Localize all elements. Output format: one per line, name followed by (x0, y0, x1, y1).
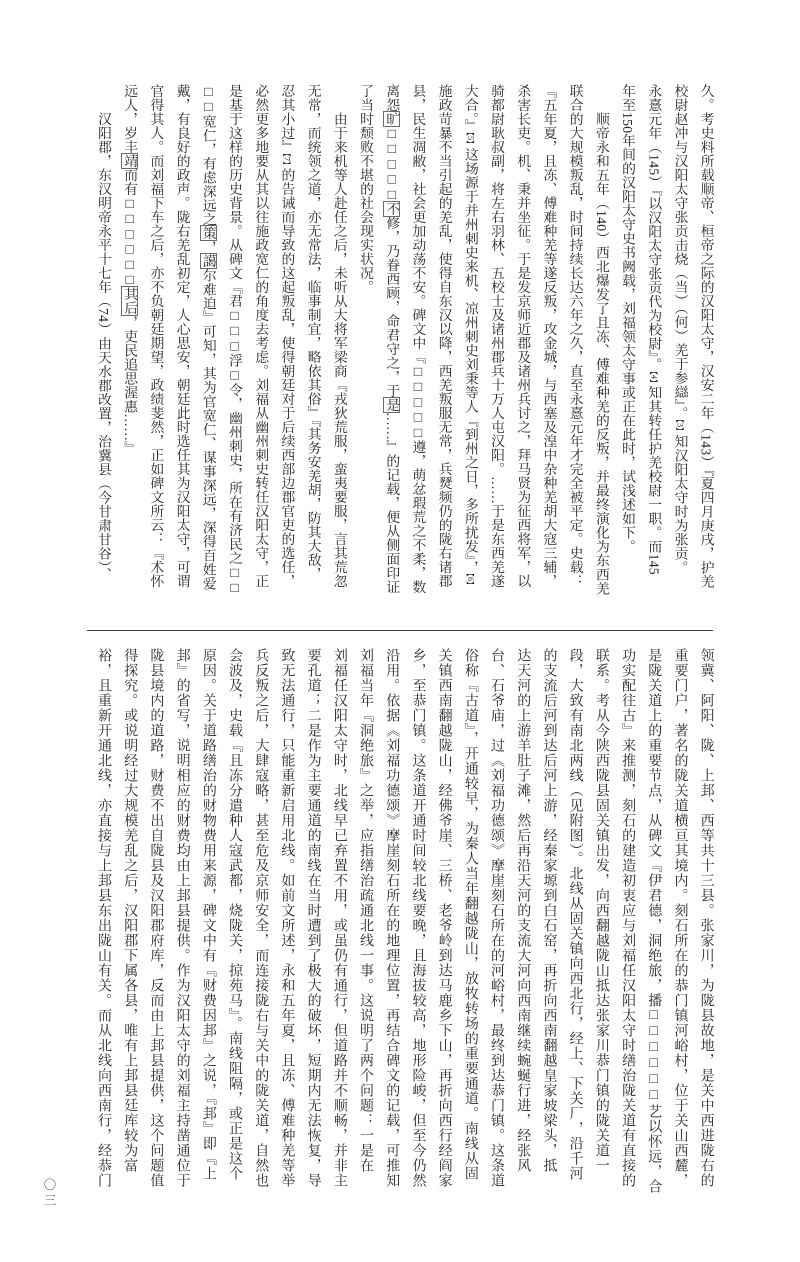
text-column: 达天河的上游羊肚子滩，然后再沿天河的支流大河向西南继续蜿蜒行进，经张风 (515, 648, 531, 1173)
text-column: 重要门户，著名的陇关道横亘其境内。刻石所在的恭门镇河峪村，位于关山西麓， (672, 648, 688, 1188)
text-column: 忍其小过』【7】的告诫而导致的这起叛乱，使得朝廷对于后续西部边郡官吏的选任， (279, 84, 295, 588)
text-column: 兵反叛之后，大肆寇略，甚至危及京师安全，而连接陇右与关中的陇关道，自然也 (253, 648, 269, 1188)
text-column: 原因。关于道路缮治的财物费用来源，碑文中有『财费因邽』之说，『邽』即『上 (200, 648, 216, 1181)
text-column: 关镇西南翻越陇山，经佛爷崖、三桥、老爷岭到达马鹿乡下山，再折向西行经阎家 (436, 648, 452, 1188)
text-column: 『五年夏，且冻、傅难种羌等遂反叛，攻金城，与西塞及湟中杂种羌胡大寇三辅， (541, 84, 557, 588)
text-column: 陇县境内的道路，财费不出自陇县及汉阳郡府库，反而由上邽县提供，这个问题值 (148, 648, 164, 1188)
text-column: 乡，至恭门镇。这条道开通时间较北线要晚，且海拔较高，地形险峻，但至今仍然 (410, 648, 426, 1188)
text-column: 刘福任汉阳太守时，北线早已弃置不用，或虽仍有通行，但道路并不顺畅，并非主 (331, 648, 347, 1188)
text-column: 刘福当年『洞绝旅』之举，应指缮治疏通北线一事。这说明了两个问题：一是在 (358, 648, 374, 1173)
text-column: 沿用。依据《刘福功德颂》摩崖刻石所在的地理位置，再结合碑文的记载，可推知 (384, 648, 400, 1188)
footnote-marker: 【6】 (465, 573, 475, 590)
text-column: 台、石爷庙，过《刘福功德颂》摩崖刻石所在的河峪村，最终到达恭门镇。这条道 (489, 648, 505, 1188)
uncertain-character: 旷 (384, 112, 400, 126)
text-column: 邽』的省写，说明相应的财费均由上邽县提供。作为汉阳太守的刘福主持凿通位于 (174, 648, 190, 1188)
upper-text-block (95, 84, 713, 624)
text-column: 裕，且重新开通北线，亦直接与上邽县东出陇山有关。而从北线向西南行，经恭门 (96, 648, 111, 1188)
text-column: 官得其人。而刘福下车之后，亦不负朝廷期望，政绩斐然，正如碑文所云：『术怀 (148, 84, 164, 588)
text-column: 年至150年间的汉阳太守史书阙载，刘福领太守事或正在此时，试浅述如下。 (620, 84, 636, 554)
uncertain-character: 譪 (200, 254, 216, 269)
text-column: 杀害长吏。机、秉并坐征。于是发京师近郡及诸州兵讨之，拜马贤为征西将军，以 (515, 84, 531, 588)
uncertain-character: 策 (200, 226, 216, 241)
footnote-marker: 【4】 (649, 370, 659, 387)
text-column: 俗称『古道』，开通较早，为秦人当年翻越陇山，放牧转场的重要通道。南线从固 (462, 648, 478, 1181)
uncertain-character: 靖 (122, 154, 138, 168)
text-column: 校尉赵冲与汉阳太守张贡击烧（当）（何）羌于参䜌』。【3】知汉阳太守时为张贡。 (672, 84, 688, 575)
text-column: 必然更多地要从其以往施政宽仁的角度去考虑。刘福从幽州刺史转任汉阳太守，正 (253, 84, 269, 588)
text-column: 由于来机等人赴任之后，未听从大将军梁商『戎狄荒服，蛮夷要服，言其荒忽 (331, 84, 347, 588)
text-column: 施政苛暴不当引起的羌乱，使得自东汉以降，西羌叛服无常，兵燹频仍的陇右诸郡 (436, 84, 452, 588)
text-column: 无常，而统领之道，亦无常法，临事制宜，略依其俗』『其务安羌胡，防其大敌， (305, 84, 321, 582)
text-column: 永憙元年（145）『以汉阳太守张贡代为校尉』。【4】知其转任护羌校尉一职。而145 (646, 84, 662, 575)
footnote-marker: 【3】 (675, 419, 685, 436)
text-column: 县，民生凋敝，社会更加动荡不安。碑文中『□□□□□遵，萌忿瑕荒之不柔，数 (410, 84, 426, 594)
text-column: 汉阳郡，东汉明帝永平十七年（74）由天水郡改置，治冀县（今甘肃甘谷）、 (96, 84, 111, 582)
text-column: 段，大致有南北两线（见附图）。北线从固关镇向西北行，经上、下关厂，沿千河 (567, 648, 583, 1181)
uncertain-character: 其后 (122, 287, 138, 316)
footnote-marker: 【5】 (465, 132, 475, 149)
text-column: 的支流后河到达后河上游，经秦家塬到白石窑，再折向西南翻越皇家坡梁头，抵 (541, 648, 557, 1173)
text-column: 离怨旷□□□□□不修，乃眷西顾，命君守之，于是……』的记载，便从侧面印证 (384, 84, 400, 594)
uncertain-character: 不 (384, 202, 400, 216)
text-column: 会波及，史载『且冻分遣种人寇武都，烧陇关，掠苑马』。南线阻隔，或正是这个 (227, 648, 243, 1181)
text-column: 是基于这样的历史背景。从碑文『君□□□浮□令，幽州刺史，所在有济民之□□ (227, 84, 243, 596)
text-column: 是陇关道上的重要节点，从碑文『伊君德，洞绝旅，播□□□□□□艺以怀远，合 (646, 648, 662, 1194)
section-divider (87, 630, 713, 631)
text-column: 联系。考从今陕西陇县固关镇出发，向西翻越陇山抵达张家川恭门镇的陇关道一 (593, 648, 609, 1173)
text-column: 致无法通行，只能重新启用北线。如前文所述，永和五年夏，且冻、傅难种羌等举 (279, 648, 295, 1188)
footnote-marker: 【7】 (282, 153, 292, 169)
text-column: 远人，岁丰靖而有□□□□□□其后，吏民追思渥惠……』 (122, 84, 138, 456)
text-column: 戴，有良好的政声。陇右羌乱初定，人心思安，朝廷此时选任其为汉阳太守，可谓 (174, 84, 190, 588)
text-column: 联合的大规模叛乱，时间持续长达六年之久，直至永憙元年才完全被平定。史载： (567, 84, 583, 588)
text-column: 大合。』【5】这场源于并州刺史来机、凉州刺史刘秉等人『到州之日，多所扰发』，【6】 (462, 84, 478, 590)
lower-text-block (95, 648, 713, 1206)
uncertain-character: 是 (384, 398, 400, 412)
text-column: 顺帝永和五年（140）西北爆发了且冻、傅难种羌的反叛，并最终演化为东西羌 (593, 84, 609, 596)
text-column: 功实配往古』来推测，刻石的建造初衷应与刘福任汉阳太守时缮治陇关道有直接的 (620, 648, 636, 1188)
text-column: 得探究。或说明经过大规模羌乱之后，汉阳郡下属各县，唯有上邽县廷库较为富 (122, 648, 138, 1173)
page-number: 〇三 (42, 1178, 56, 1209)
text-column: 要孔道；二是作为主要通道的南线在当时遭到了极大的破坏，短期内无法恢复，导 (305, 648, 321, 1188)
text-column: 骑都尉耿叔副，将左右羽林、五校士及诸州郡兵十万人屯汉阳。……于是东西羌遂 (489, 84, 505, 588)
text-column: 久。考史料所载顺帝、桓帝之际的汉阳太守，汉安二年（143）『夏四月庚戌，护羌 (698, 84, 714, 589)
text-column: □□宽仁，有虑深远之策，譪尔难迫』可知，其为官宽仁、谋事深远，深得百姓爱 (200, 84, 216, 591)
text-column: 了当时颓败不堪的社会现实状况。 (358, 84, 374, 294)
text-column: 领冀、阿阳、陇、上邽、西等共十三县。张家川，为陇县故地，是关中西进陇右的 (698, 648, 714, 1188)
